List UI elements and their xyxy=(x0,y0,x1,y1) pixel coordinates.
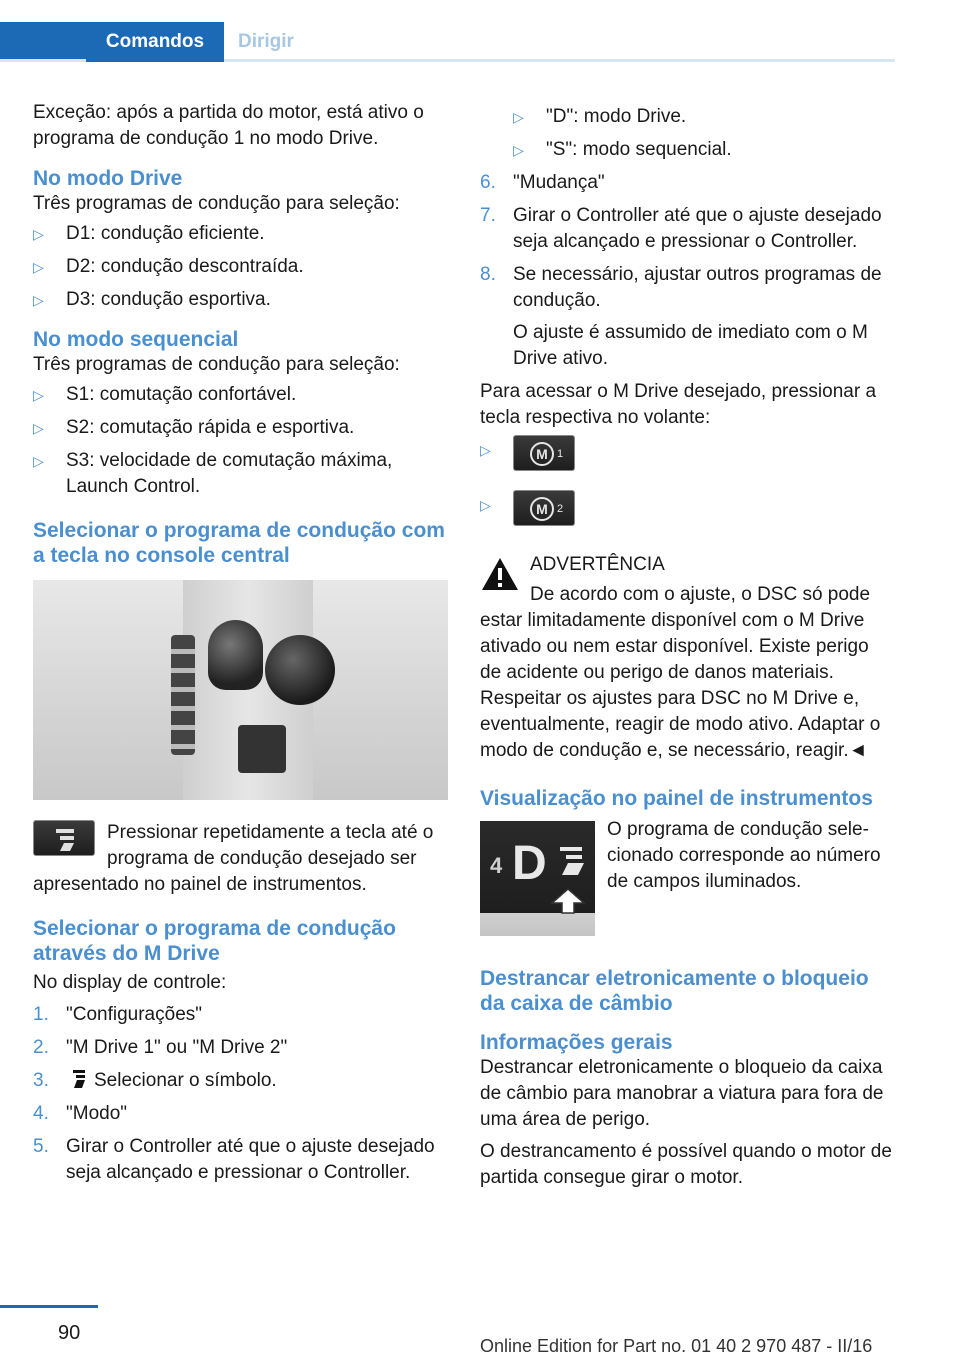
drive-program-button-icon xyxy=(33,820,95,856)
list-item xyxy=(480,492,895,542)
mdrive-steps-cont xyxy=(480,170,895,372)
console-instruction: Pressionar repetidamente a tecla até o programa de condução desejado ser apresentado no painel de instrumentos. xyxy=(33,822,434,895)
triangle-bullet-icon: ▷ xyxy=(33,226,44,242)
heading-mdrive: Selecionar o programa de condução através do M Drive xyxy=(33,917,396,965)
mdrive-steps xyxy=(33,1002,448,1186)
right-column xyxy=(480,104,895,1191)
list-item: ▷ "S": modo sequencial. xyxy=(513,137,895,163)
list-item: ▷ S3: velocidade de comutação máxima, Launch Control. xyxy=(33,450,393,497)
triangle-bullet-icon: ▷ xyxy=(33,292,44,308)
list-item: 1. "Configurações" xyxy=(33,1004,203,1025)
edition-footer: Online Edition for Part no. 01 40 2 970 487 - II/16 xyxy=(480,1336,873,1356)
instrument-display-text: O programa de condução selecionado corresponde ao número de campos iluminados. xyxy=(607,819,881,892)
list-item: 4. "Modo" xyxy=(33,1103,128,1124)
list-item: 5. Girar o Controller até que o ajuste desejado seja alcançado e pressionar o Controller. xyxy=(33,1136,435,1183)
triangle-bullet-icon: ▷ xyxy=(33,453,44,469)
list-item xyxy=(480,437,895,485)
instrument-display-block xyxy=(480,817,895,936)
unlock-paragraph-2: O destrancamento é possível quando o motor de partida consegue girar o motor. xyxy=(480,1141,892,1188)
mode-sublist xyxy=(513,104,895,163)
heading-instrument-display: Visualização no painel de instrumentos xyxy=(480,787,873,810)
warning-triangle-icon xyxy=(480,556,520,600)
list-item: 7. Girar o Controller até que o ajuste desejado seja alcançado e pressionar o Controller. xyxy=(480,205,882,252)
list-item: ▷ D1: condução eficiente. xyxy=(33,221,448,247)
warning-text: De acordo com o ajuste, o DSC só pode estar limitadamente disponível com o M Drive ativado ou nem estar disponível. Existe perigo de acidente ou perigo de danos materiais. Respeitar os ajustes para DSC no M Drive e, eventualmente, reagir de modo ativo. Adaptar o modo de condução e, se necessário, reagir.◄ xyxy=(480,584,881,761)
arrow-up-icon xyxy=(550,887,586,915)
intro-paragraph: Exceção: após a partida do motor, está ativo o programa de condução 1 no modo Drive. xyxy=(33,102,424,149)
list-item: ▷ D2: condução descontraída. xyxy=(33,254,448,280)
m1-button-icon: M 1 xyxy=(513,435,575,471)
triangle-bullet-icon: ▷ xyxy=(513,142,524,158)
list-item: ▷ D3: condução esportiva. xyxy=(33,287,448,313)
triangle-bullet-icon: ▷ xyxy=(33,259,44,275)
heading-sequential-mode: No modo sequencial xyxy=(33,328,239,351)
unlock-paragraph-1: Destrancar eletronicamente o bloqueio da caixa de câmbio para manobrar a viatura para fora de uma área de perigo. xyxy=(480,1057,884,1130)
step8-note: O ajuste é assumido de imediato com o M Drive ativo. xyxy=(513,322,868,369)
seq-lead: Três programas de condução para seleção: xyxy=(33,354,400,375)
list-item: ▷ S2: comutação rápida e esportiva. xyxy=(33,415,448,441)
heading-drive-mode: No modo Drive xyxy=(33,167,183,190)
heading-console-button: Selecionar o programa de condução com a tecla no console central xyxy=(33,519,445,567)
list-item: 2. "M Drive 1" ou "M Drive 2" xyxy=(33,1037,288,1058)
left-column xyxy=(33,100,448,1193)
list-item: ▷ S1: comutação confortável. xyxy=(33,382,448,408)
center-console-photo xyxy=(33,580,448,800)
instrument-cluster-image: 4 D xyxy=(480,821,595,936)
mdrive-lead: No display de controle: xyxy=(33,972,227,993)
footer-accent-line xyxy=(0,1305,98,1308)
seq-list xyxy=(33,382,448,500)
steering-keys-list xyxy=(480,437,895,542)
page-number: 90 xyxy=(58,1322,81,1344)
list-item: 3. Selecionar o símbolo. xyxy=(33,1070,277,1091)
access-paragraph: Para acessar o M Drive desejado, pressionar a tecla respectiva no volante: xyxy=(480,381,877,428)
tab-comandos[interactable]: Comandos xyxy=(86,22,224,62)
triangle-bullet-icon: ▷ xyxy=(33,387,44,403)
drive-program-symbol-icon xyxy=(72,1069,86,1089)
triangle-bullet-icon: ▷ xyxy=(513,109,524,125)
heading-general-info: Informações gerais xyxy=(480,1031,673,1054)
list-item: ▷ "D": modo Drive. xyxy=(513,104,895,130)
header-tabs xyxy=(0,22,895,62)
triangle-bullet-icon: ▷ xyxy=(480,442,491,458)
triangle-bullet-icon: ▷ xyxy=(33,420,44,436)
triangle-bullet-icon: ▷ xyxy=(480,497,491,513)
tab-dirigir[interactable]: Dirigir xyxy=(238,31,294,52)
warning-block xyxy=(480,552,895,764)
svg-text:M: M xyxy=(536,446,548,462)
heading-unlock: Destrancar eletronicamente o bloqueio da caixa de câmbio xyxy=(480,967,869,1015)
svg-text:M: M xyxy=(536,501,548,517)
drive-list xyxy=(33,221,448,313)
list-item: 8. Se necessário, ajustar outros programas de condução. O ajuste é assumido de imediato com o M Drive ativo. xyxy=(480,262,895,372)
warning-title: ADVERTÊNCIA xyxy=(530,554,665,575)
m2-button-icon: M 2 xyxy=(513,490,575,526)
list-item: 6. "Mudança" xyxy=(480,172,605,193)
drive-lead: Três programas de condução para seleção: xyxy=(33,193,400,214)
